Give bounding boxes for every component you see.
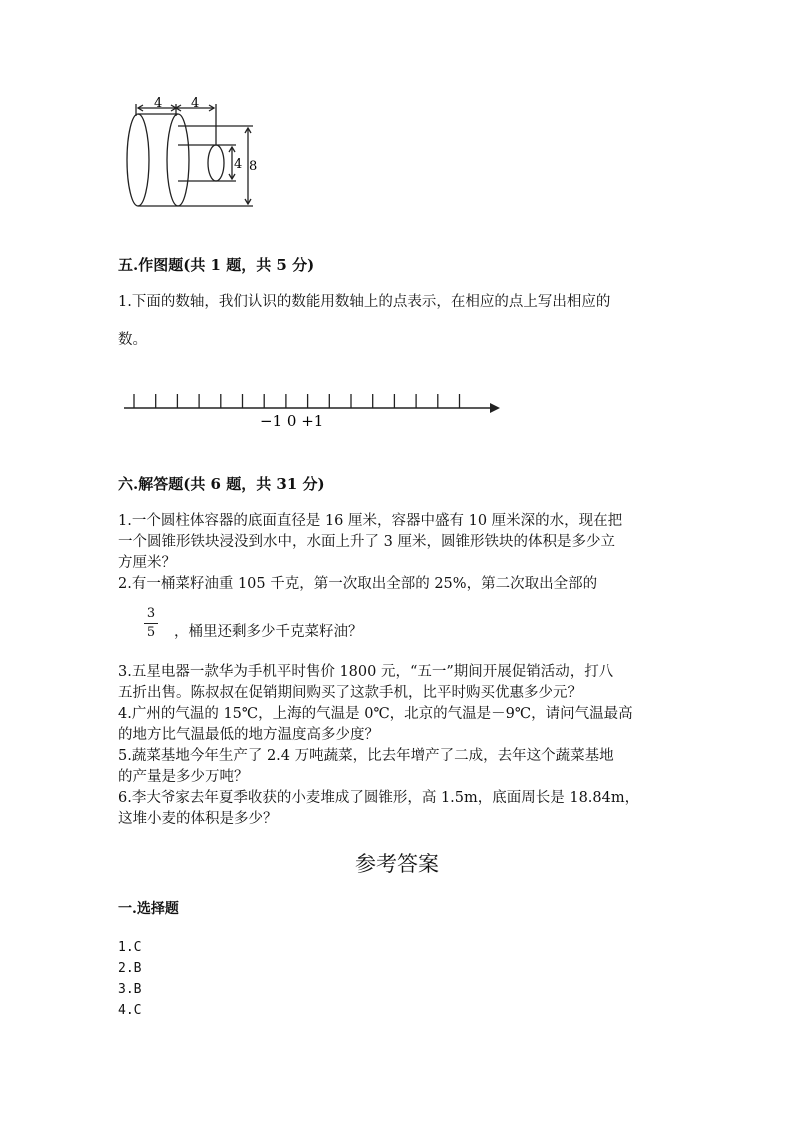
dim-left-label: 4 <box>154 96 163 111</box>
section5-q1-line2: 数。 <box>118 332 147 348</box>
fraction-numerator: 3 <box>146 606 156 621</box>
section5-title: 五.作图题(共 1 题，共 5 分) <box>118 256 315 274</box>
cylinder-figure <box>118 96 278 216</box>
fraction-denominator: 5 <box>146 625 156 640</box>
dim-right-label: 4 <box>191 96 200 111</box>
answer-item: 3.B <box>118 982 142 997</box>
section6-q4-line2: 的地方比气温最低的地方温度高多少度？ <box>118 727 379 743</box>
section6-q1-line3: 方厘米？ <box>118 555 176 571</box>
section6-q3-line2: 五折出售。陈叔叔在促销期间购买了这款手机，比平时购买优惠多少元？ <box>118 685 582 701</box>
section6-q2-line1: 2.有一桶菜籽油重 105 千克，第一次取出全部的 25%，第二次取出全部的 <box>118 576 598 592</box>
answer-item: 2.B <box>118 961 142 976</box>
fraction <box>142 606 160 641</box>
axis-labels: −1 0 +1 <box>260 412 324 430</box>
section6-q6-line2: 这堆小麦的体积是多少？ <box>118 811 278 827</box>
section5-q1-line1: 1.下面的数轴，我们认识的数能用数轴上的点表示，在相应的点上写出相应的 <box>118 294 611 310</box>
section6-q1-line1: 1.一个圆柱体容器的底面直径是 16 厘米，容器中盛有 10 厘米深的水，现在把 <box>118 513 623 529</box>
answer-item: 4.C <box>118 1003 142 1018</box>
section6-q6-line1: 6.李大爷家去年夏季收获的小麦堆成了圆锥形，高 1.5m，底面周长是 18.84m， <box>118 790 640 806</box>
section6-title: 六.解答题(共 6 题，共 31 分) <box>118 475 325 493</box>
section6-q2-tail: ，桶里还剩多少千克菜籽油？ <box>174 624 363 640</box>
section6-q5-line2: 的产量是多少万吨？ <box>118 769 249 785</box>
answer-item: 1.C <box>118 940 142 955</box>
answers-title: 参考答案 <box>355 852 439 876</box>
section6-q4-line1: 4.广州的气温的 15℃，上海的气温是 0℃，北京的气温是－9℃，请问气温最高 <box>118 706 633 722</box>
section6-q5-line1: 5.蔬菜基地今年生产了 2.4 万吨蔬菜，比去年增产了二成，去年这个蔬菜基地 <box>118 748 614 764</box>
fraction-bar <box>144 623 158 624</box>
section6-q3-line1: 3.五星电器一款华为手机平时售价 1800 元，“五一”期间开展促销活动，打八 <box>118 664 614 680</box>
number-line <box>120 388 510 438</box>
answers-section1-title: 一.选择题 <box>118 901 179 917</box>
dim-inner-label: 4 <box>234 157 243 172</box>
dim-outer-label: 8 <box>249 159 258 174</box>
section6-q1-line2: 一个圆锥形铁块浸没到水中，水面上升了 3 厘米，圆锥形铁块的体积是多少立 <box>118 534 615 550</box>
